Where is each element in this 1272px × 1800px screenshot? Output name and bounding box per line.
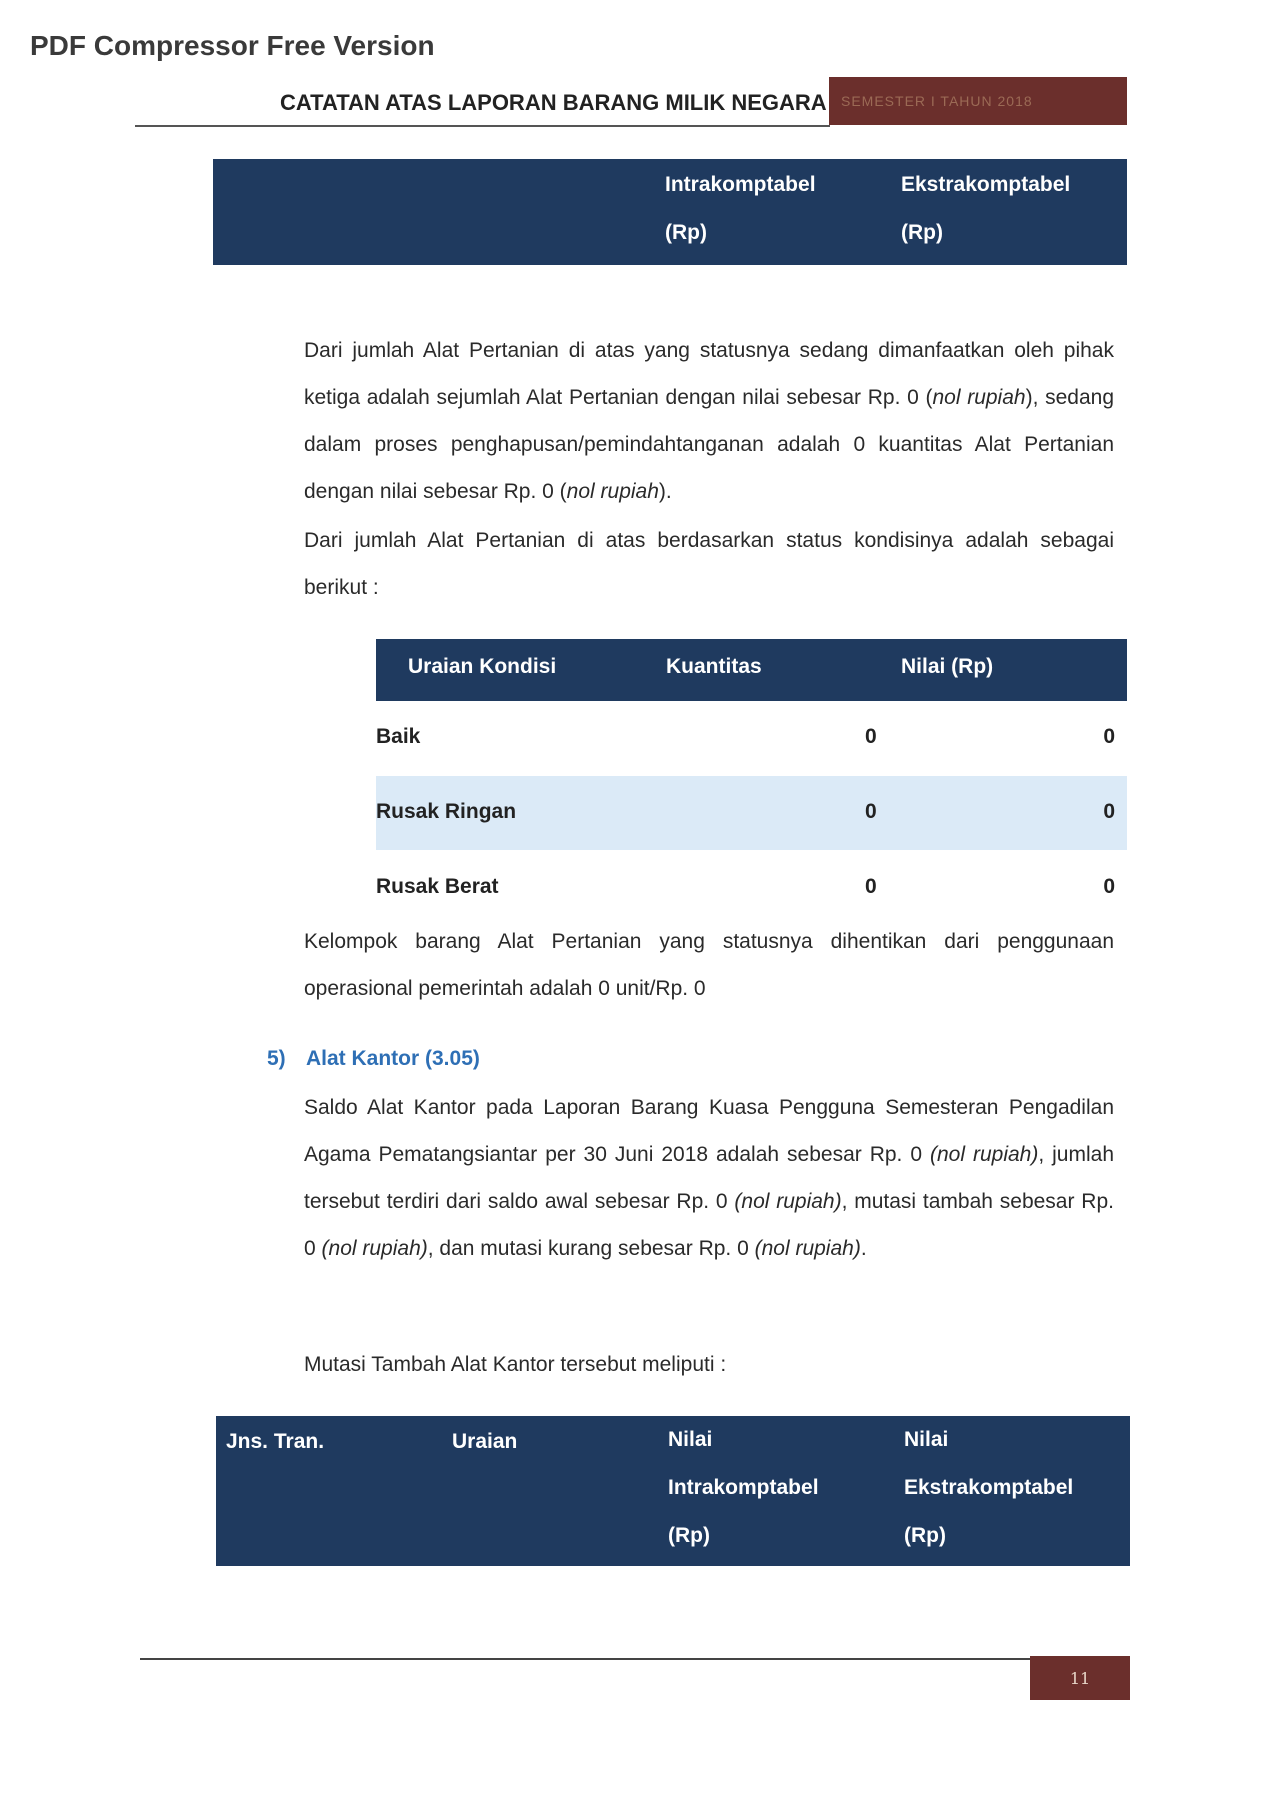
kondisi-value: 0 [1103, 875, 1115, 898]
para1-italic-a: nol rupiah [932, 386, 1026, 409]
top-col3-line1: Intrakomptabel [665, 173, 816, 196]
section-number: 5) [267, 1047, 286, 1070]
watermark: PDF Compressor Free Version [30, 30, 435, 61]
para4-text-a: Saldo Alat Kantor pada Laporan Barang Kuasa Pengguna Semesteran Pengadilan Agama Pematangsiantar per 30 Juni 2018 adalah sebesar Rp. 0 [304, 1096, 1114, 1166]
para4-italic-d: (nol rupiah) [754, 1237, 861, 1260]
kondisi-qty: 0 [865, 800, 877, 823]
para4-text-d: , dan mutasi kurang sebesar Rp. 0 [427, 1237, 755, 1260]
kondisi-label: Baik [376, 725, 421, 748]
kondisi-qty: 0 [865, 725, 877, 748]
kondisi-row-baik [376, 701, 1127, 775]
mutasi-table-header [216, 1416, 1130, 1566]
kondisi-qty: 0 [865, 875, 877, 898]
para1-text-a: Dari jumlah Alat Pertanian di atas yang statusnya sedang dimanfaatkan oleh pihak ketiga adalah sejumlah Alat Pertanian dengan nilai sebesar Rp. 0 ( [304, 339, 1114, 409]
paragraph-mutasi-tambah: Mutasi Tambah Alat Kantor tersebut meliputi : [304, 1353, 727, 1376]
kondisi-label: Rusak Ringan [376, 800, 517, 823]
section-title: Alat Kantor (3.05) [306, 1047, 480, 1070]
kondisi-label: Rusak Berat [376, 875, 499, 898]
paragraph-pemanfaatan [304, 327, 1114, 515]
kondisi-row-rusak-berat [376, 851, 1127, 925]
para4-italic-a: (nol rupiah) [929, 1143, 1039, 1166]
paragraph-kondisi-intro: Dari jumlah Alat Pertanian di atas berdasarkan status kondisinya adalah sebagai berikut : [304, 529, 1114, 599]
kondisi-header-kuantitas: Kuantitas [666, 655, 762, 678]
para4-text-c: , mutasi tambah sebesar Rp. 0 [304, 1190, 1114, 1260]
footer-divider [140, 1658, 1030, 1660]
kondisi-header-uraian: Uraian Kondisi [408, 655, 557, 678]
para4-text-e: . [860, 1237, 867, 1260]
kondisi-value: 0 [1103, 725, 1115, 748]
header-badge: SEMESTER I TAHUN 2018 [829, 77, 1127, 125]
top-col3-line2: (Rp) [665, 221, 707, 244]
mutasi-header-intra-1: Nilai [668, 1428, 713, 1451]
para4-text-b: , jumlah tersebut terdiri dari saldo awal sebesar Rp. 0 [304, 1143, 1114, 1213]
document-header-title: CATATAN ATAS LAPORAN BARANG MILIK NEGARA [280, 90, 827, 115]
page-number: 11 [1030, 1656, 1130, 1700]
para4-italic-c: (nol rupiah) [321, 1237, 428, 1260]
mutasi-header-intra-3: (Rp) [668, 1524, 710, 1547]
paragraph-dihentikan: Kelompok barang Alat Pertanian yang statusnya dihentikan dari penggunaan operasional pemerintah adalah 0 unit/Rp. 0 [304, 930, 1114, 1000]
mutasi-header-intra-2: Intrakomptabel [668, 1476, 819, 1499]
kondisi-value: 0 [1103, 800, 1115, 823]
para1-text-b: ), sedang dalam proses penghapusan/pemindahtanganan adalah 0 kuantitas Alat Pertanian dengan nilai sebesar Rp. 0 ( [304, 386, 1114, 503]
kondisi-row-rusak-ringan [376, 776, 1127, 850]
top-col4-line1: Ekstrakomptabel [901, 173, 1071, 196]
mutasi-header-ekstra-2: Ekstrakomptabel [904, 1476, 1074, 1499]
top-col4-line2: (Rp) [901, 221, 943, 244]
mutasi-header-uraian: Uraian [452, 1430, 518, 1453]
header-divider [135, 125, 830, 127]
mutasi-header-ekstra-3: (Rp) [904, 1524, 946, 1547]
para1-text-c: ). [658, 480, 672, 503]
kondisi-header-nilai: Nilai (Rp) [901, 655, 994, 678]
kondisi-table-header [376, 639, 1127, 701]
top-table-header [213, 159, 1127, 265]
mutasi-header-jns-tran: Jns. Tran. [226, 1430, 325, 1453]
para4-italic-b: (nol rupiah) [734, 1190, 842, 1213]
paragraph-saldo-alat-kantor [304, 1084, 1114, 1272]
mutasi-header-ekstra-1: Nilai [904, 1428, 949, 1451]
para1-italic-b: nol rupiah [566, 480, 659, 503]
